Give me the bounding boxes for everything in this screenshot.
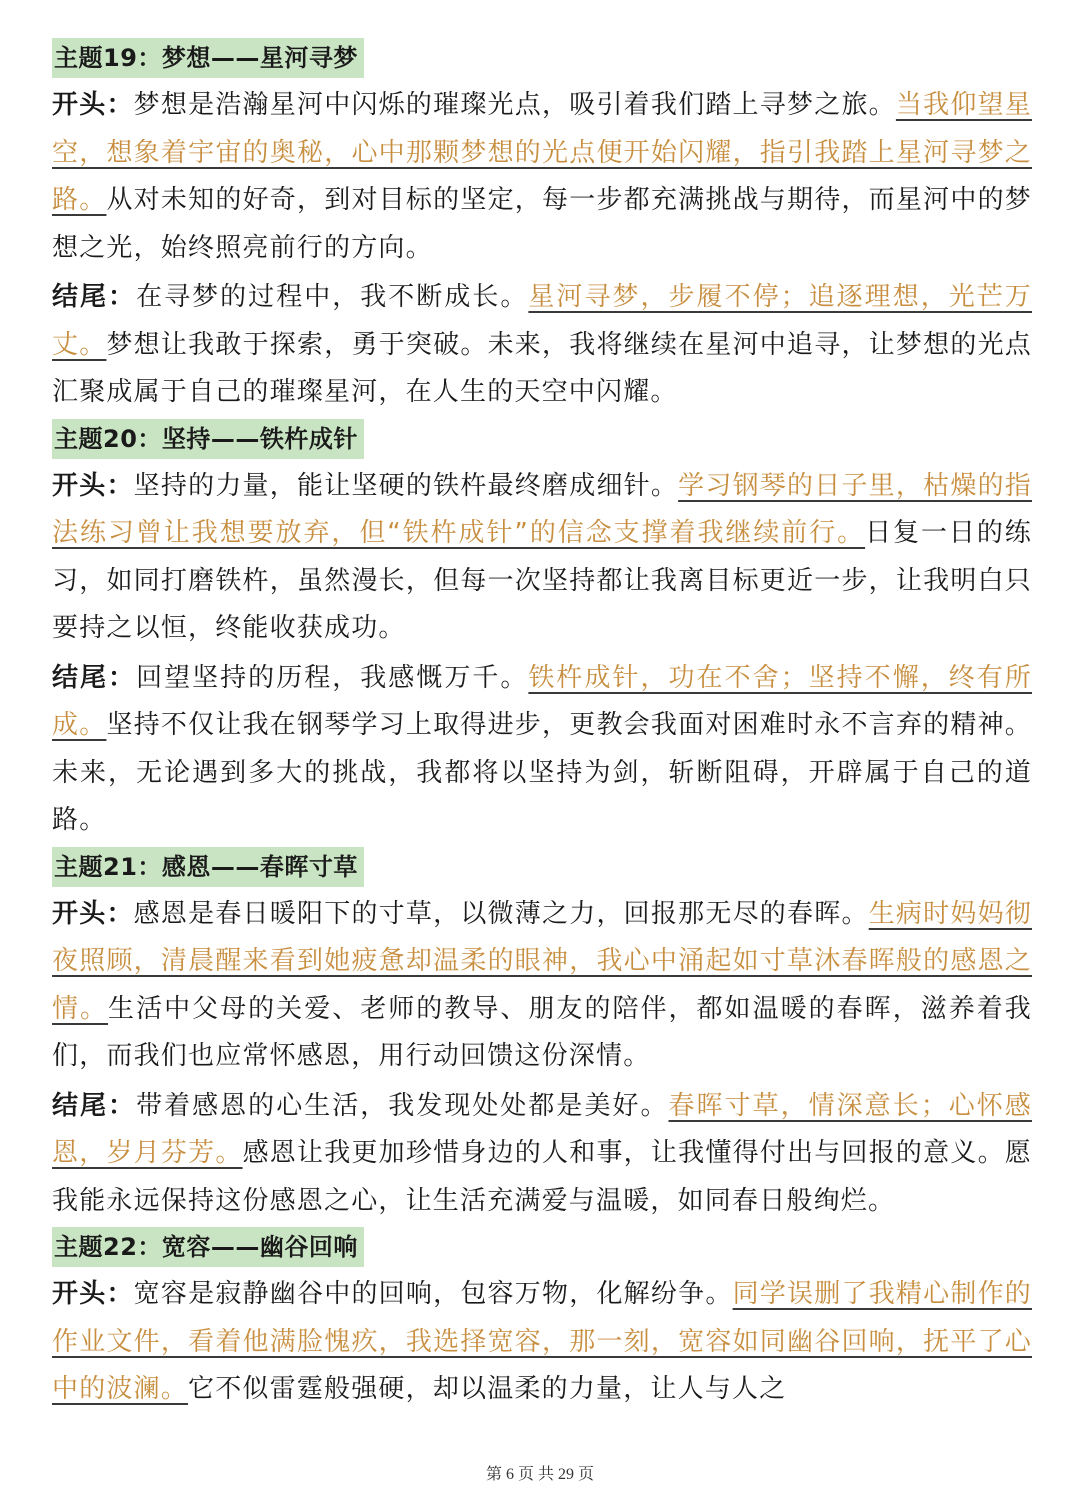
topic-heading: 主题21：感恩——春晖寸草 <box>52 847 364 887</box>
topic-heading: 主题20：坚持——铁杵成针 <box>52 419 364 459</box>
opening-paragraph <box>52 891 1032 1081</box>
highlighted-sentence: 生病时妈妈彻夜照顾，清晨醒来看到她疲惫却温柔的眼神，我心中涌起如寸草沐春晖般的感恩之情。 <box>52 898 1032 1024</box>
body-text: 回望坚持的历程，我感慨万千。 <box>136 662 529 693</box>
highlighted-sentence: 学习钢琴的日子里，枯燥的指法练习曾让我想要放弃，但“铁杵成针”的信念支撑着我继续前行。 <box>52 470 1032 548</box>
body-text: 带着感恩的心生活，我发现处处都是美好。 <box>136 1090 669 1121</box>
opening-paragraph <box>52 1271 1032 1414</box>
ending-label: 结尾： <box>52 282 137 312</box>
body-text: 日复一日的练习，如同打磨铁杵，虽然漫长，但每一次坚持都让我离目标更近一步，让我明白只要持之以恒，终能收获成功。 <box>52 518 1032 643</box>
opening-label: 开头： <box>52 1279 134 1309</box>
body-text: 它不似雷霆般强硬，却以温柔的力量，让人与人之 <box>188 1374 787 1404</box>
body-text: 从对未知的好奇，到对目标的坚定，每一步都充满挑战与期待，而星河中的梦想之光，始终照亮前行的方向。 <box>52 185 1032 263</box>
body-text: 坚持的力量，能让坚硬的铁杵最终磨成细针。 <box>133 470 679 501</box>
ending-paragraph <box>52 274 1032 417</box>
body-text: 宽容是寂静幽谷中的回响，包容万物，化解纷争。 <box>133 1279 733 1309</box>
opening-label: 开头： <box>52 898 134 929</box>
opening-label: 开头： <box>52 470 134 501</box>
opening-paragraph <box>52 82 1032 272</box>
body-text: 梦想让我敢于探索，勇于突破。未来，我将继续在星河中追寻，让梦想的光点汇聚成属于自己的璀璨星河，在人生的天空中闪耀。 <box>52 329 1032 407</box>
topic-heading: 主题19：梦想——星河寻梦 <box>52 38 364 78</box>
document-page <box>52 38 1032 1416</box>
body-text: 感恩是春日暖阳下的寸草，以微薄之力，回报那无尽的春晖。 <box>133 898 869 929</box>
highlighted-sentence: 铁杵成针，功在不舍；坚持不懈，终有所成。 <box>52 662 1032 740</box>
ending-label: 结尾： <box>52 662 137 693</box>
opening-label: 开头： <box>52 90 134 120</box>
body-text: 生活中父母的关爱、老师的教导、朋友的陪伴，都如温暖的春晖，滋养着我们，而我们也应常怀感恩，用行动回馈这份深情。 <box>52 993 1032 1071</box>
body-text: 在寻梦的过程中，我不断成长。 <box>136 282 529 312</box>
highlighted-sentence: 春晖寸草，情深意长；心怀感恩，岁月芬芳。 <box>52 1090 1032 1168</box>
opening-paragraph <box>52 463 1032 653</box>
topic-heading: 主题22：宽容——幽谷回响 <box>52 1227 364 1267</box>
ending-paragraph <box>52 1083 1032 1226</box>
highlighted-sentence: 当我仰望星空，想象着宇宙的奥秘，心中那颗梦想的光点便开始闪耀，指引我踏上星河寻梦之路。 <box>52 90 1032 215</box>
ending-label: 结尾： <box>52 1090 137 1121</box>
page-footer: 第 6 页 共 29 页 <box>485 1466 594 1483</box>
ending-paragraph <box>52 655 1032 845</box>
body-text: 感恩让我更加珍惜身边的人和事，让我懂得付出与回报的意义。愿我能永远保持这份感恩之心，让生活充满爱与温暖，如同春日般绚烂。 <box>52 1138 1032 1216</box>
highlighted-sentence: 同学误删了我精心制作的作业文件，看着他满脸愧疚，我选择宽容，那一刻，宽容如同幽谷回响，抚平了心中的波澜。 <box>52 1279 1033 1404</box>
body-text: 坚持不仅让我在钢琴学习上取得进步，更教会我面对困难时永不言弃的精神。未来，无论遇到多大的挑战，我都将以坚持为剑，斩断阻碍，开辟属于自己的道路。 <box>52 710 1032 835</box>
body-text: 梦想是浩瀚星河中闪烁的璀璨光点，吸引着我们踏上寻梦之旅。 <box>133 90 896 120</box>
highlighted-sentence: 星河寻梦，步履不停；追逐理想，光芒万丈。 <box>52 282 1032 360</box>
